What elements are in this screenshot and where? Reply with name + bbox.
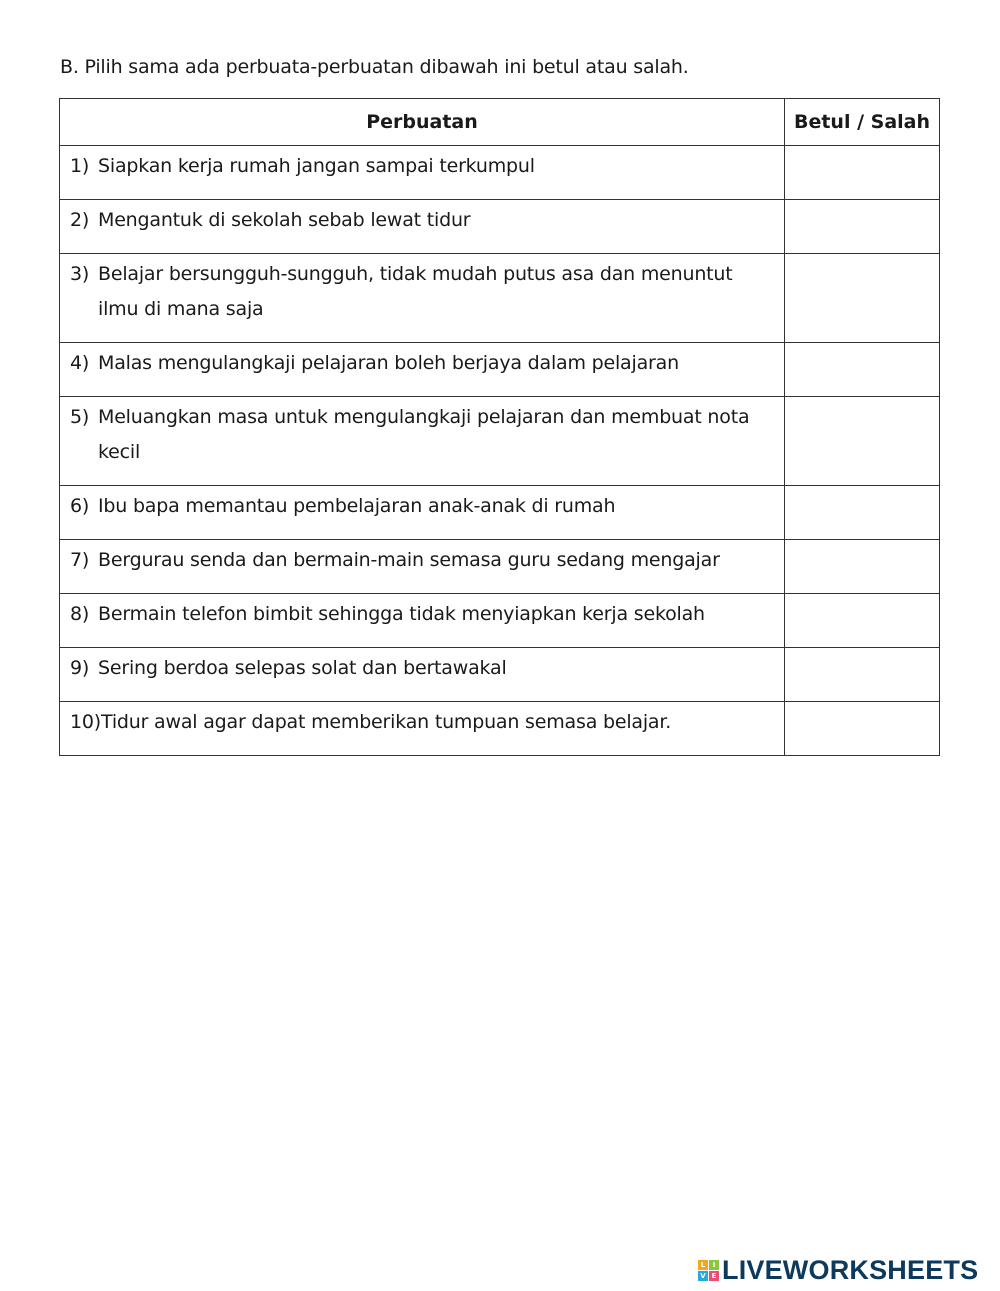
- item-text: Meluangkan masa untuk mengulangkaji pelajaran dan membuat nota kecil: [98, 406, 750, 463]
- action-cell: [60, 146, 785, 200]
- item-number: 7): [70, 549, 90, 571]
- item-text: Ibu bapa memantau pembelajaran anak-anak di rumah: [98, 495, 616, 517]
- table-row: [60, 343, 940, 397]
- item-text: Sering berdoa selepas solat dan bertawakal: [98, 657, 507, 679]
- action-cell: [60, 200, 785, 254]
- logo-text: LIVEWORKSHEETS: [722, 1254, 979, 1285]
- action-cell: [60, 702, 785, 756]
- header-perbuatan: Perbuatan: [60, 99, 785, 146]
- header-betul-salah: Betul / Salah: [785, 99, 940, 146]
- answer-cell[interactable]: [785, 397, 940, 486]
- answer-cell[interactable]: [785, 200, 940, 254]
- logo-block-l: L: [698, 1260, 708, 1270]
- table-row: [60, 540, 940, 594]
- logo-blocks-icon: [698, 1260, 719, 1281]
- answer-cell[interactable]: [785, 486, 940, 540]
- item-text: Bermain telefon bimbit sehingga tidak menyiapkan kerja sekolah: [98, 603, 705, 625]
- item-number: 1): [70, 155, 90, 177]
- action-cell: [60, 540, 785, 594]
- item-text: Belajar bersungguh-sungguh, tidak mudah putus asa dan menuntut ilmu di mana saja: [98, 263, 733, 320]
- liveworksheets-logo: [698, 1254, 978, 1286]
- table-row: [60, 146, 940, 200]
- action-cell: [60, 397, 785, 486]
- item-number: 6): [70, 495, 90, 517]
- action-cell: [60, 648, 785, 702]
- answer-cell[interactable]: [785, 540, 940, 594]
- item-number: 2): [70, 209, 90, 231]
- action-cell: [60, 343, 785, 397]
- item-text: Siapkan kerja rumah jangan sampai terkumpul: [98, 155, 535, 177]
- item-text: Malas mengulangkaji pelajaran boleh berjaya dalam pelajaran: [98, 352, 679, 374]
- action-cell: [60, 594, 785, 648]
- action-cell: [60, 486, 785, 540]
- logo-block-e: E: [709, 1271, 719, 1281]
- item-number: 4): [70, 352, 90, 374]
- answer-cell[interactable]: [785, 343, 940, 397]
- table-row: [60, 594, 940, 648]
- logo-block-i: I: [709, 1260, 719, 1270]
- logo-block-v: V: [698, 1271, 708, 1281]
- item-number: 9): [70, 657, 90, 679]
- instruction-text: B. Pilih sama ada perbuata-perbuatan dibawah ini betul atau salah.: [60, 56, 689, 78]
- item-number: 5): [70, 406, 90, 428]
- table-row: [60, 486, 940, 540]
- table-row: [60, 254, 940, 343]
- table-row: [60, 200, 940, 254]
- item-number: 3): [70, 263, 90, 285]
- action-cell: [60, 254, 785, 343]
- table-row: [60, 702, 940, 756]
- item-text: Bergurau senda dan bermain-main semasa guru sedang mengajar: [98, 549, 720, 571]
- item-text: Tidur awal agar dapat memberikan tumpuan semasa belajar.: [101, 711, 672, 733]
- item-text: Mengantuk di sekolah sebab lewat tidur: [98, 209, 471, 231]
- answer-cell[interactable]: [785, 702, 940, 756]
- answer-cell[interactable]: [785, 648, 940, 702]
- table-row: [60, 397, 940, 486]
- item-number: 10): [70, 711, 101, 733]
- answer-cell[interactable]: [785, 594, 940, 648]
- table-row: [60, 648, 940, 702]
- answer-cell[interactable]: [785, 254, 940, 343]
- answer-cell[interactable]: [785, 146, 940, 200]
- table-header-row: [60, 99, 940, 146]
- item-number: 8): [70, 603, 90, 625]
- worksheet-table: [59, 98, 940, 756]
